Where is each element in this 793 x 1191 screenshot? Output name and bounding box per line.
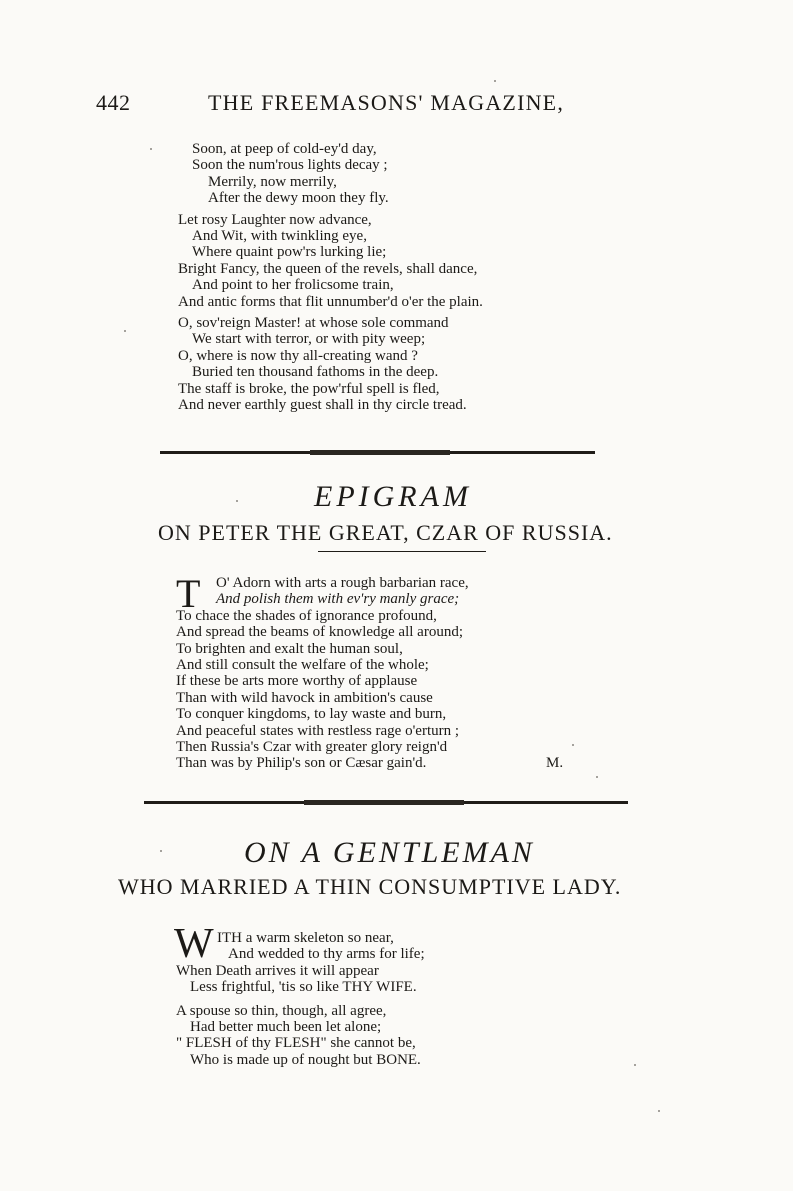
section-divider [144,801,628,804]
author-signature: M. [546,755,564,771]
poem-line: Had better much been let alone; [190,1019,382,1036]
poem-line: Buried ten thousand fathoms in the deep. [192,364,439,381]
gentleman-drop-cap: W [174,921,214,967]
running-title: THE FREEMASONS' MAGAZINE, [208,90,565,115]
epigram-title: EPIGRAM [314,480,472,513]
poem-line: Bright Fancy, the queen of the revels, shall dance, [178,260,478,277]
poem-line: And never earthly guest shall in thy circle tread. [178,397,467,414]
gentleman-poem [176,930,425,1068]
epigram-subtitle: ON PETER THE GREAT, CZAR OF RUSSIA. [158,520,613,545]
epigram-poem [176,571,469,772]
title-underline [318,551,486,552]
poem-line: To chace the shades of ignorance profound, [176,607,437,624]
poem-line: Let rosy Laughter now advance, [178,211,372,228]
poem-line: And peaceful states with restless rage o'erturn ; [176,722,460,739]
poem-line: Who is made up of nought but BONE. [190,1051,421,1068]
poem-line: Merrily, now merrily, [208,173,337,190]
poem-line: O, sov'reign Master! at whose sole command [178,315,449,332]
poem-line: We start with terror, or with pity weep; [192,331,426,348]
poem-line: Soon the num'rous lights decay ; [192,157,388,174]
poem-line: Than with wild havock in ambition's cause [176,689,433,706]
poem-line: The staff is broke, the pow'rful spell is fled, [178,380,440,397]
poem-line: O' Adorn with arts a rough barbarian race, [216,575,469,591]
poem-line: And polish them with ev'ry manly grace; [216,591,460,608]
poem-line: A spouse so thin, though, all agree, [176,1002,387,1019]
epigram-drop-cap: T [176,571,201,616]
continued-poem [178,141,483,414]
poem-line: And antic forms that flit unnumber'd o'er the plain. [178,293,483,310]
poem-line: If these be arts more worthy of applause [176,673,418,690]
poem-line: Where quaint pow'rs lurking lie; [192,244,387,261]
poem-line: To conquer kingdoms, to lay waste and burn, [176,706,447,723]
poem-line: And still consult the welfare of the whole; [176,657,429,674]
poem-line: O, where is now thy all-creating wand ? [178,347,418,364]
poem-line: And wedded to thy arms for life; [228,946,425,963]
poem-line: ITH a warm skeleton so near, [217,930,394,946]
poem-line: Than was by Philip's son or Cæsar gain'd. [176,755,427,772]
poem-line: And point to her frolicsome train, [192,277,394,294]
page-number: 442 [96,90,131,115]
poem-line: After the dewy moon they fly. [208,190,389,207]
poem-line: " FLESH of thy FLESH" she cannot be, [176,1035,416,1052]
poem-line: Then Russia's Czar with greater glory reign'd [176,739,448,756]
poem-line: Less frightful, 'tis so like THY WIFE. [190,979,417,996]
poem-line: To brighten and exalt the human soul, [176,640,403,657]
poem-line: When Death arrives it will appear [176,962,379,979]
gentleman-subtitle: WHO MARRIED A THIN CONSUMPTIVE LADY. [118,874,622,899]
poem-line: Soon, at peep of cold-ey'd day, [192,141,377,157]
gentleman-title: ON A GENTLEMAN [244,836,535,869]
poem-line: And spread the beams of knowledge all around; [176,624,463,641]
poem-line: And Wit, with twinkling eye, [192,228,367,245]
section-divider [160,451,595,454]
